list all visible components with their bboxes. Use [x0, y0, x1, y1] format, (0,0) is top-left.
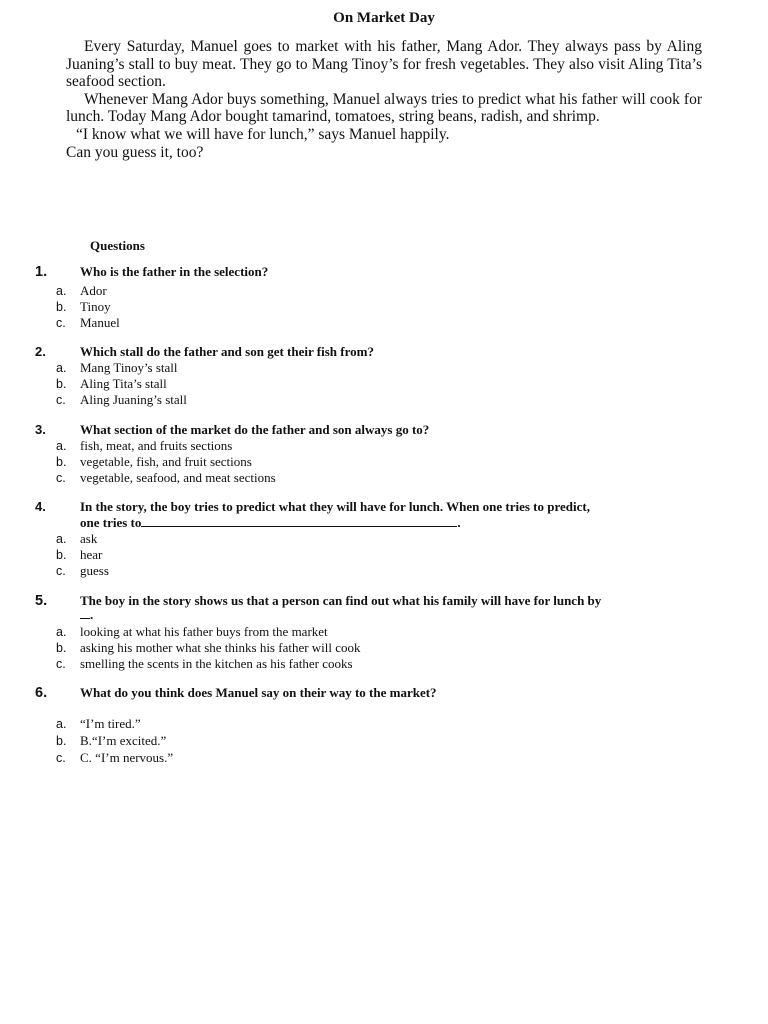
option-letter: c. [56, 471, 66, 485]
answer-option[interactable] [0, 392, 768, 408]
option-letter: c. [56, 657, 66, 671]
option-text: smelling the scents in the kitchen as his father cooks [80, 656, 353, 671]
option-text: Mang Tinoy’s stall [80, 360, 178, 375]
question-text: The boy in the story shows us that a person can find out what his family will have for lunch by [80, 593, 602, 608]
answer-option[interactable] [0, 547, 768, 563]
option-text: asking his mother what she thinks his father will cook [80, 640, 361, 655]
question-number: 4. [35, 499, 46, 514]
answer-option[interactable] [0, 563, 768, 579]
answer-option[interactable] [0, 750, 768, 766]
option-letter: c. [56, 564, 66, 578]
question-text-end: . [457, 515, 461, 530]
question-number: 6. [35, 685, 48, 701]
option-letter: b. [56, 455, 67, 469]
question-text: Which stall do the father and son get their fish from? [80, 344, 374, 359]
option-text: vegetable, fish, and fruit sections [80, 454, 252, 469]
answer-option[interactable] [0, 283, 768, 299]
question-number: 3. [35, 422, 46, 437]
question-text: What section of the market do the father and son always go to? [80, 422, 430, 437]
answer-option[interactable] [0, 315, 768, 331]
question-text-line-2 [80, 515, 700, 531]
answer-blank [141, 515, 457, 527]
option-letter: b. [56, 377, 67, 391]
option-text: Aling Juaning’s stall [80, 392, 187, 407]
option-letter: a. [56, 361, 67, 375]
story-quote: “I know what we will have for lunch,” says Manuel happily. [76, 125, 450, 143]
option-text: “I’m tired.” [80, 716, 141, 731]
question-text-start: one tries to [80, 515, 142, 530]
answer-option[interactable] [0, 299, 768, 315]
answer-option[interactable] [0, 470, 768, 486]
option-text: vegetable, seafood, and meat sections [80, 470, 276, 485]
answer-blank [80, 607, 90, 619]
answer-option[interactable] [0, 656, 768, 672]
answer-option[interactable] [0, 624, 768, 640]
option-letter: b. [56, 548, 67, 562]
answer-option[interactable] [0, 454, 768, 470]
answer-option[interactable] [0, 640, 768, 656]
answer-option[interactable] [0, 531, 768, 547]
option-letter: c. [56, 316, 66, 330]
question-text-line-2 [80, 607, 700, 623]
questions-heading: Questions [90, 238, 145, 253]
answer-option[interactable] [0, 360, 768, 376]
story-passage [66, 38, 702, 161]
question-number: 1. [35, 264, 48, 280]
question-number: 2. [35, 344, 46, 359]
option-letter: b. [56, 641, 67, 655]
option-text: Tinoy [80, 299, 111, 314]
option-letter: b. [56, 734, 67, 748]
question-number: 5. [35, 593, 48, 609]
question-text: What do you think does Manuel say on their way to the market? [80, 685, 437, 700]
page-title: On Market Day [333, 10, 435, 26]
question-text-end: . [90, 607, 94, 622]
option-letter: a. [56, 625, 67, 639]
answer-option[interactable] [0, 376, 768, 392]
answer-option[interactable] [0, 438, 768, 454]
option-text: guess [80, 563, 109, 578]
option-text: hear [80, 547, 103, 562]
option-text: Ador [80, 283, 107, 298]
option-letter: a. [56, 284, 67, 298]
option-letter: a. [56, 717, 67, 731]
option-text: looking at what his father buys from the market [80, 624, 328, 639]
option-letter: a. [56, 532, 67, 546]
option-letter: b. [56, 300, 67, 314]
option-text: Aling Tita’s stall [80, 376, 167, 391]
question-text-line-1: In the story, the boy tries to predict what they will have for lunch. When one tries to predict, [80, 499, 590, 514]
option-text: C. “I’m nervous.” [80, 750, 174, 765]
option-text: Manuel [80, 315, 120, 330]
option-text: ask [80, 531, 98, 546]
story-paragraph-1: Every Saturday, Manuel goes to market with his father, Mang Ador. They always pass by Aling Juaning’s stall to buy meat. They go to Mang Tinoy’s for fresh vegetables. They also visit Aling Tita’s seafood section. [66, 38, 702, 91]
answer-option[interactable] [0, 733, 768, 749]
answer-option[interactable] [0, 716, 768, 732]
story-paragraph-2: Whenever Mang Ador buys something, Manuel always tries to predict what his father will cook for lunch. Today Mang Ador bought tamarind, tomatoes, string beans, radish, and shrimp. [66, 90, 702, 126]
option-text: B.“I’m excited.” [80, 733, 167, 748]
story-closing: Can you guess it, too? [66, 143, 204, 161]
option-letter: c. [56, 393, 66, 407]
question-text: Who is the father in the selection? [80, 264, 269, 279]
option-text: fish, meat, and fruits sections [80, 438, 233, 453]
option-letter: a. [56, 439, 67, 453]
option-letter: c. [56, 751, 66, 765]
